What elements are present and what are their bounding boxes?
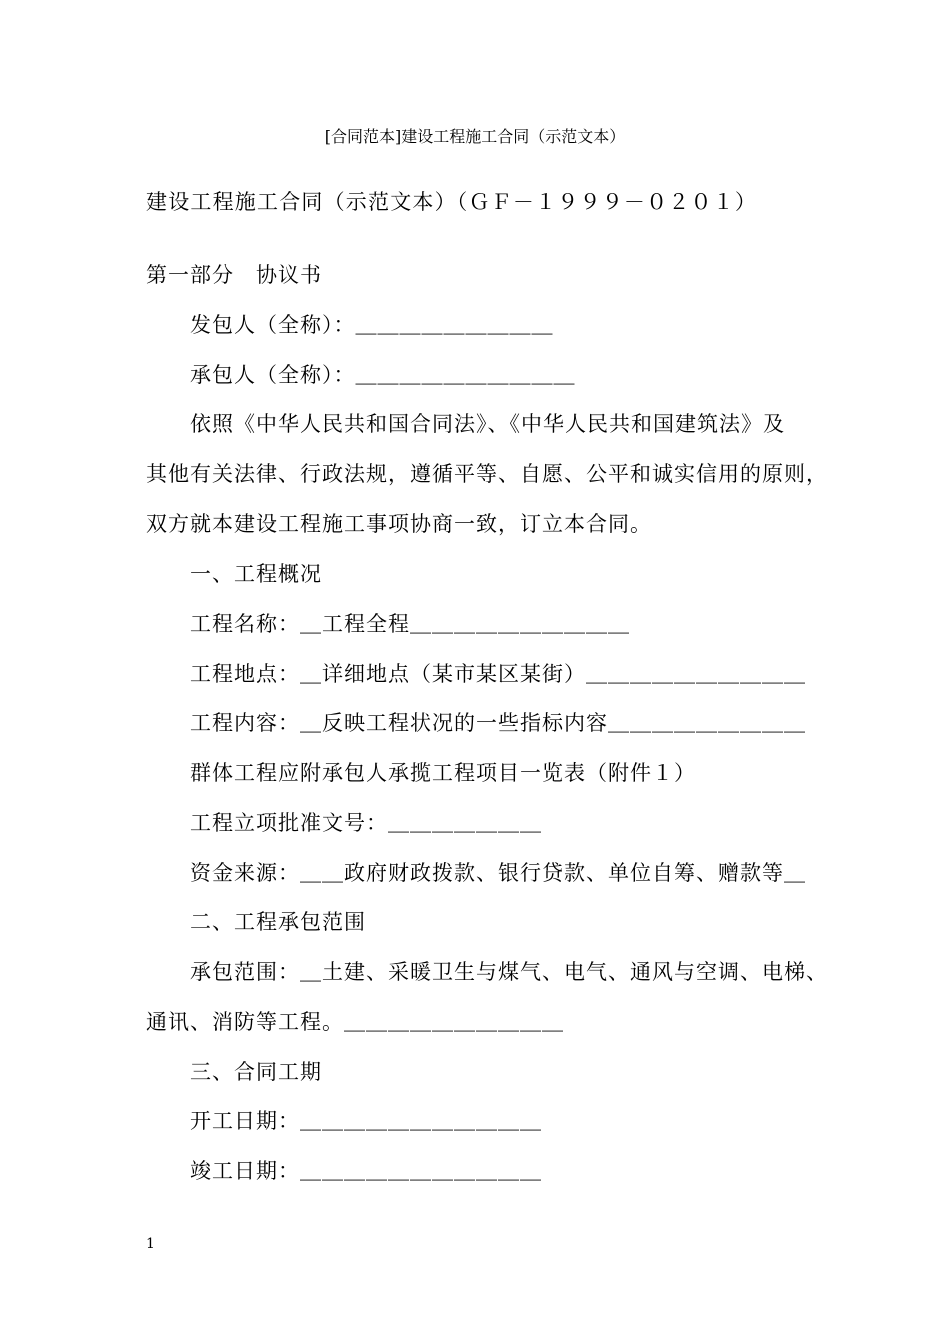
project-name-line: 工程名称：＿工程全程＿＿＿＿＿＿＿＿＿＿ [190, 612, 630, 636]
project-content-line: 工程内容：＿反映工程状况的一些指标内容＿＿＿＿＿＿＿＿＿ [190, 711, 806, 735]
employer-line: 发包人（全称）：＿＿＿＿＿＿＿＿＿ [190, 313, 554, 337]
group-project-line: 群体工程应附承包人承揽工程项目一览表（附件１） [190, 761, 696, 785]
approval-number-line: 工程立项批准文号：＿＿＿＿＿＿＿ [190, 811, 542, 835]
section-heading-part-one: 第一部分 协议书 [146, 263, 322, 287]
paragraph-line: 依照《中华人民共和国合同法》、《中华人民共和国建筑法》及 [190, 412, 785, 436]
document-header: [合同范本]建设工程施工合同（示范文本） [324, 127, 626, 146]
paragraph-line: 其他有关法律、行政法规，遵循平等、自愿、公平和诚实信用的原则， [146, 462, 828, 486]
document-title: 建设工程施工合同（示范文本）（ＧＦ－１９９９－０２０１） [146, 190, 758, 214]
section-heading-scope: 二、工程承包范围 [190, 910, 366, 934]
completion-date-line: 竣工日期：＿＿＿＿＿＿＿＿＿＿＿ [190, 1159, 542, 1183]
scope-line: 承包范围：＿土建、采暖卫生与煤气、电气、通风与空调、电梯、 [190, 960, 828, 984]
funding-source-line: 资金来源：＿＿政府财政拨款、银行贷款、单位自筹、赠款等＿ [190, 861, 806, 885]
scope-line-continued: 通讯、消防等工程。＿＿＿＿＿＿＿＿＿＿ [146, 1010, 564, 1034]
paragraph-line: 双方就本建设工程施工事项协商一致，订立本合同。 [146, 512, 652, 536]
section-heading-overview: 一、工程概况 [190, 562, 322, 586]
project-location-line: 工程地点：＿详细地点（某市某区某街）＿＿＿＿＿＿＿＿＿＿ [190, 662, 806, 686]
section-heading-period: 三、合同工期 [190, 1060, 322, 1084]
contractor-line: 承包人（全称）：＿＿＿＿＿＿＿＿＿＿ [190, 363, 576, 387]
page-number: 1 [146, 1236, 155, 1252]
start-date-line: 开工日期：＿＿＿＿＿＿＿＿＿＿＿ [190, 1109, 542, 1133]
